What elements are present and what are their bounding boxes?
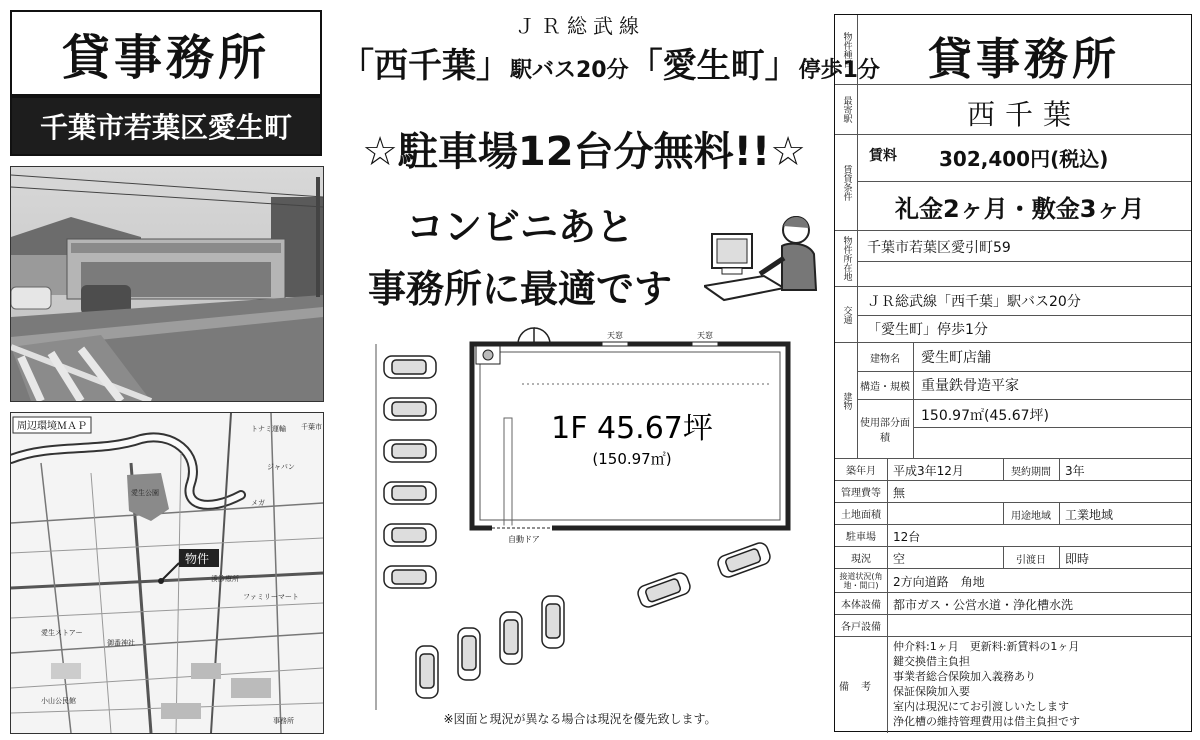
parking-cars-bottom (416, 596, 564, 698)
catch-line-2: 事務所に最適です (367, 267, 672, 311)
value-type: 貸事務所 (928, 34, 1120, 85)
office-worker-illustration (704, 214, 824, 306)
value-handover: 即時 (1065, 552, 1090, 566)
label-rent: 賃料 (869, 148, 897, 164)
map-title: 周辺環境ＭＡＰ (17, 421, 87, 432)
remark-1: 鍵交換借主負担 (893, 655, 970, 668)
row-land (835, 503, 1191, 525)
jr-line: ＪＲ総武線 (515, 14, 645, 38)
floor-plan-svg (352, 322, 822, 710)
label-station: 最寄駅 (835, 85, 858, 134)
row-location (835, 231, 1191, 287)
label-handover: 引渡日 (1016, 554, 1046, 566)
value-road: 2方向道路 角地 (893, 575, 985, 589)
value-deposit: 礼金2ヶ月・敷金3ヶ月 (895, 195, 1145, 223)
value-mgmt: 無 (893, 486, 906, 500)
label-status: 現況 (835, 547, 888, 568)
map-label-1: 千葉市 (301, 423, 322, 431)
parking-cars-left (384, 356, 436, 588)
value-station: 西千葉 (966, 98, 1081, 131)
value-building-name: 愛生町店舗 (921, 350, 991, 366)
building-photo-svg (11, 167, 323, 401)
row-building (835, 343, 1191, 459)
value-built: 平成3年12月 (893, 464, 964, 478)
auto-door-label: 自動ドア (508, 535, 540, 544)
label-zoning: 用途地域 (1011, 510, 1051, 522)
value-transport-1: ＪＲ総武線「西千葉」駅バス20分 (867, 294, 1081, 310)
catch-copy (330, 196, 710, 320)
skylight-label-2: 天窓 (697, 331, 713, 340)
remark-5: 浄化槽の維持管理費用は借主負担です (893, 715, 1080, 728)
property-spec-table (834, 14, 1192, 732)
floor-area-label: 1F 45.67坪 (551, 411, 713, 446)
row-type (835, 15, 1191, 85)
row-facility (835, 593, 1191, 615)
row-remarks (835, 637, 1191, 733)
station1: 「西千葉」 (340, 46, 510, 86)
parking-cars-angled (636, 541, 772, 609)
map-label-5: メガ (251, 499, 265, 507)
map-label-4: ファミリーマート (243, 593, 299, 601)
left-address-banner (10, 96, 322, 156)
value-area: 150.97㎡(45.67坪) (921, 408, 1049, 424)
map-label-3: ジャパン (267, 463, 295, 471)
left-title-text: 貸事務所 (61, 29, 270, 86)
row-each (835, 615, 1191, 637)
floor-area-sub: (150.97㎡) (592, 450, 672, 468)
remark-2: 事業者総合保険加入義務あり (893, 670, 1036, 683)
label-land: 土地面積 (835, 503, 888, 524)
label-type: 物件種目 (835, 15, 858, 84)
remark-0: 仲介料:1ヶ月 更新料:新賃料の1ヶ月 (893, 640, 1080, 653)
parking-headline: ☆駐車場12台分無料!!☆ (362, 129, 806, 175)
label-parking: 駐車場 (835, 525, 888, 546)
label-terms: 賃貸条件 (835, 135, 858, 230)
map-label-6: 湊診療所 (211, 575, 239, 583)
walk-time: 停歩1分 (798, 58, 880, 83)
value-zoning: 工業地域 (1065, 508, 1114, 522)
value-facility: 都市ガス・公営水道・浄化槽水洗 (893, 598, 1074, 612)
label-transport: 交通 (835, 287, 858, 342)
value-parking: 12台 (893, 530, 921, 544)
row-terms (835, 135, 1191, 231)
label-mgmt: 管理費等 (835, 481, 888, 502)
map-label-0: トナミ運輸 (251, 425, 286, 433)
left-title (10, 10, 322, 96)
row-station (835, 85, 1191, 135)
value-contract: 3年 (1065, 464, 1085, 478)
label-location: 物件所在地 (835, 231, 858, 286)
map-label-10: 事務所 (273, 717, 294, 725)
value-rent: 302,400円(税込) (939, 147, 1109, 171)
row-parking (835, 525, 1191, 547)
label-remarks: 備考 (835, 637, 888, 733)
row-road (835, 569, 1191, 593)
row-mgmt (835, 481, 1191, 503)
label-area: 使用部分面積 (860, 418, 910, 444)
label-structure: 構造・規模 (860, 381, 910, 393)
building-photo (10, 166, 324, 402)
map-label-9: 小山公民館 (41, 697, 76, 705)
label-road: 接道状況(角地・間口) (835, 569, 888, 592)
station2: 「愛生町」 (628, 46, 799, 86)
remarks-list (893, 639, 1080, 729)
area-map-svg (11, 413, 323, 733)
map-label-8: 愛生ストアー (41, 629, 83, 637)
value-transport-2: 「愛生町」停歩1分 (867, 322, 988, 338)
skylight-label-1: 天窓 (607, 331, 623, 340)
bus-time: 駅バス20分 (510, 58, 629, 83)
map-label-7: 御番神社 (107, 639, 135, 647)
area-map (10, 412, 324, 734)
remark-4: 室内は現況にてお引渡しいたします (893, 700, 1069, 713)
disclaimer-note: ※図面と現況が異なる場合は現況を優先致します。 (443, 712, 717, 726)
map-label-2: 愛生公園 (131, 489, 159, 497)
row-transport (835, 287, 1191, 343)
label-building-name: 建物名 (870, 353, 900, 365)
catch-line-1: コンビニあと (405, 205, 634, 249)
label-built: 築年月 (835, 459, 888, 480)
left-address-text: 千葉市若葉区愛生町 (39, 111, 292, 144)
remark-3: 保証保険加入要 (893, 685, 970, 698)
label-each: 各戸設備 (835, 615, 888, 636)
row-status (835, 547, 1191, 569)
label-building: 建物 (835, 343, 858, 458)
floor-plan (352, 322, 822, 710)
label-contract: 契約期間 (1011, 466, 1051, 478)
value-structure: 重量鉄骨造平家 (921, 378, 1019, 394)
label-facility: 本体設備 (835, 593, 888, 614)
row-built (835, 459, 1191, 481)
map-marker: 物件 (185, 552, 210, 566)
value-location: 千葉市若葉区愛引町59 (867, 240, 1011, 256)
value-status: 空 (893, 552, 906, 566)
